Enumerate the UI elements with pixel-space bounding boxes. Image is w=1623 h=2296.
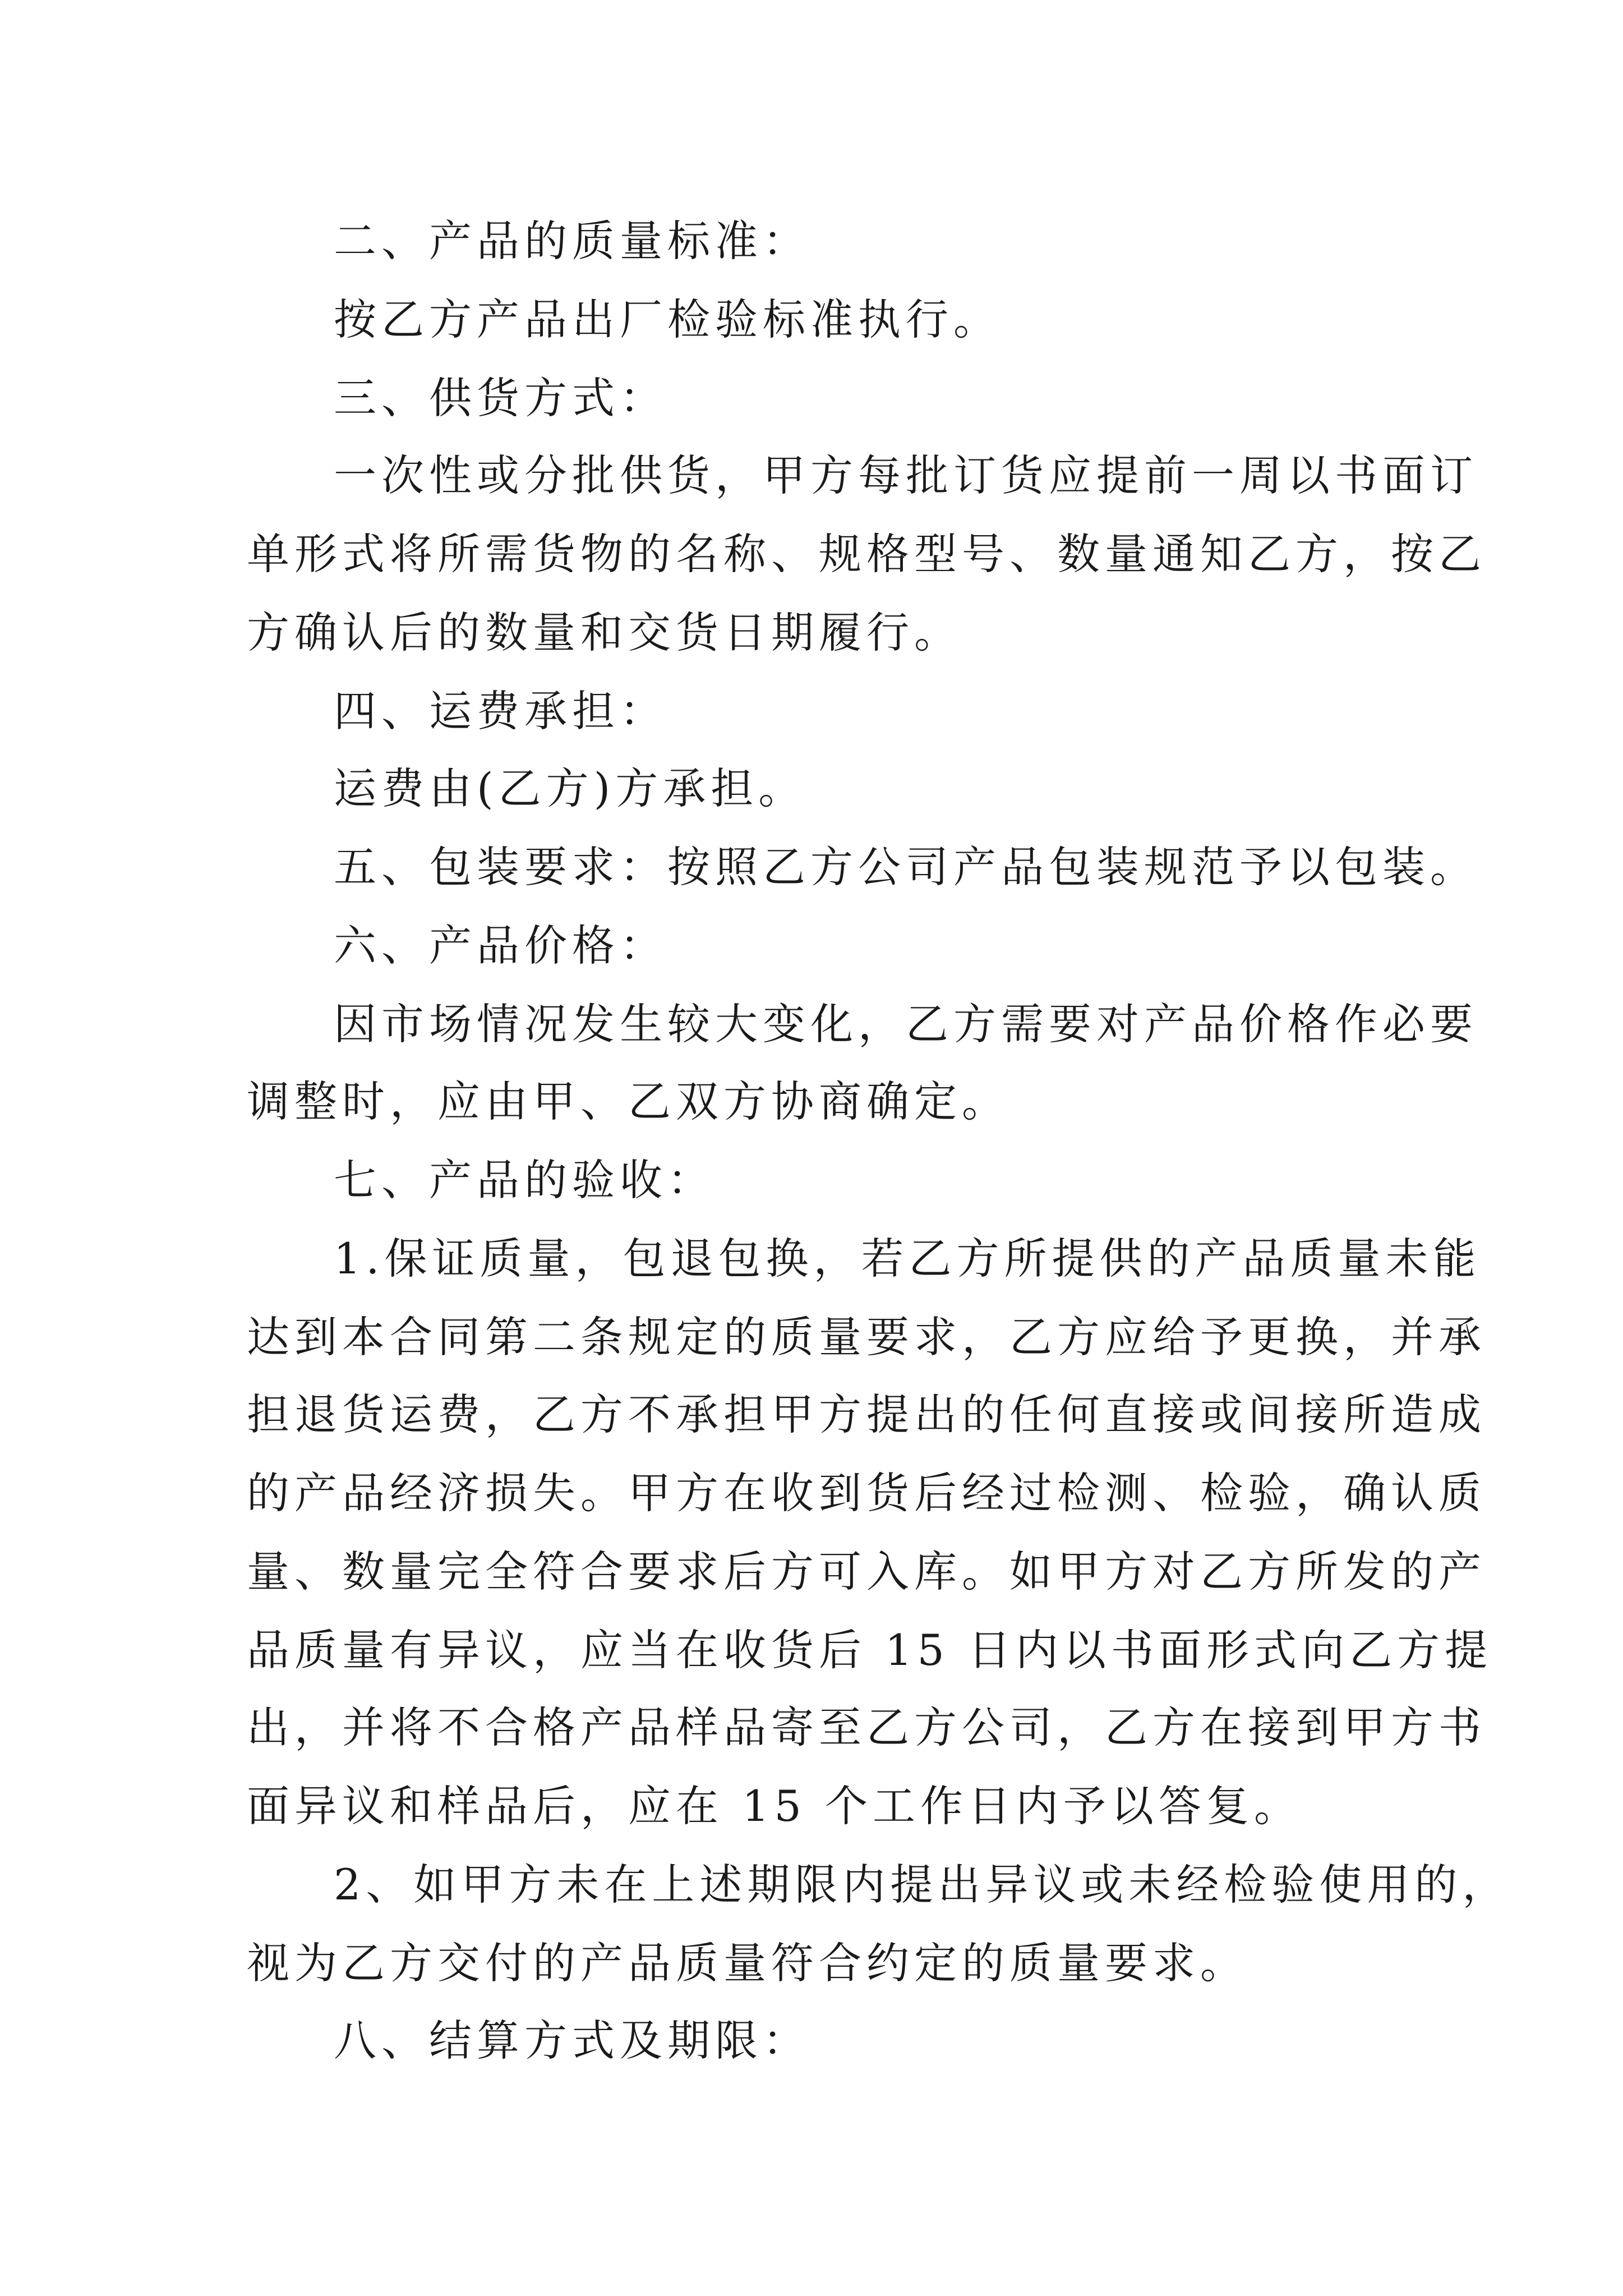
- paragraph-line: 的产品经济损失。甲方在收到货后经过检测、检验，确认质: [247, 1468, 1486, 1518]
- paragraph-line: 方确认后的数量和交货日期履行。: [247, 608, 962, 657]
- heading-freight: 四、运费承担：: [334, 686, 667, 736]
- paragraph-line: 量、数量完全符合要求后方可入库。如甲方对乙方所发的产: [247, 1547, 1486, 1596]
- paragraph-line: 担退货运费，乙方不承担甲方提出的任何直接或间接所造成: [247, 1389, 1486, 1439]
- heading-supply-method: 三、供货方式：: [334, 373, 667, 423]
- paragraph-line: 1.保证质量，包退包换，若乙方所提供的产品质量未能: [334, 1234, 1481, 1283]
- paragraph-line: 按乙方产品出厂检验标准执行。: [334, 295, 1001, 344]
- paragraph-line: 运费由(乙方)方承担。: [334, 763, 806, 813]
- heading-quality-standard: 二、产品的质量标准：: [334, 216, 810, 266]
- paragraph-line: 单形式将所需货物的名称、规格型号、数量通知乙方，按乙: [247, 529, 1486, 579]
- paragraph-line: 因市场情况发生较大变化，乙方需要对产品价格作必要: [334, 999, 1478, 1049]
- heading-acceptance: 七、产品的验收：: [334, 1155, 715, 1205]
- paragraph-line: 视为乙方交付的产品质量符合约定的质量要求。: [247, 1938, 1248, 1988]
- paragraph-line: 品质量有异议，应当在收货后 15 日内以书面形式向乙方提: [247, 1625, 1493, 1675]
- paragraph-line: 一次性或分批供货，甲方每批订货应提前一周以书面订: [334, 450, 1478, 500]
- paragraph-line: 达到本合同第二条规定的质量要求，乙方应给予更换，并承: [247, 1312, 1486, 1362]
- paragraph-line: 调整时，应由甲、乙双方协商确定。: [247, 1076, 1009, 1126]
- heading-packaging: 五、包装要求：按照乙方公司产品包装规范予以包装。: [334, 842, 1478, 892]
- paragraph-line: 面异议和样品后，应在 15 个工作日内予以答复。: [247, 1781, 1302, 1831]
- paragraph-line: 出，并将不合格产品样品寄至乙方公司，乙方在接到甲方书: [247, 1703, 1486, 1752]
- paragraph-line: 2、如甲方未在上述期限内提出异议或未经检验使用的，: [334, 1860, 1510, 1910]
- heading-settlement: 八、结算方式及期限：: [334, 2016, 810, 2065]
- heading-price: 六、产品价格：: [334, 921, 667, 970]
